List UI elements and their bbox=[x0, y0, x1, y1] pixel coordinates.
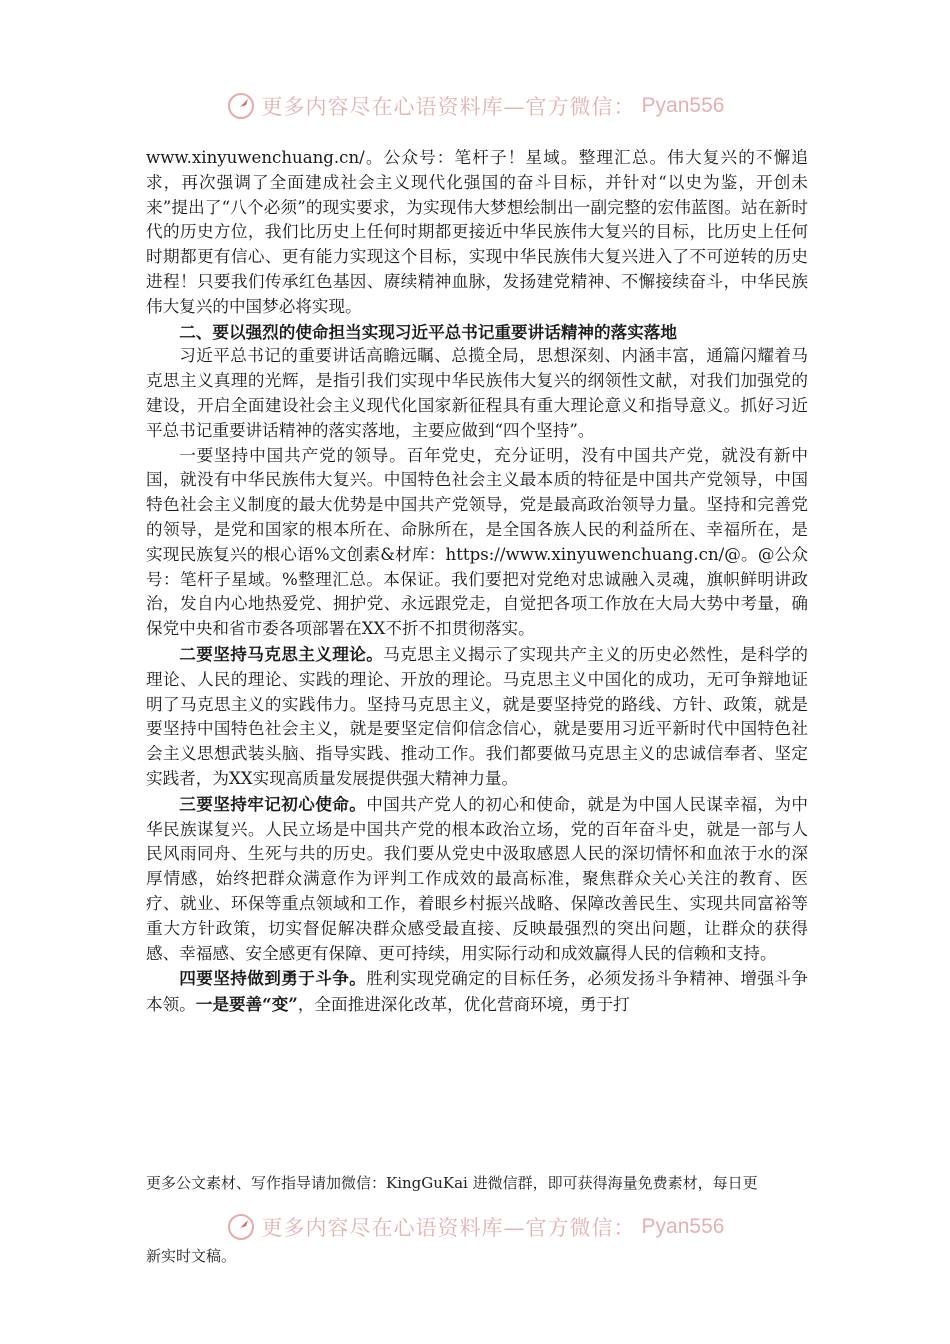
footer-line-1: 更多公文素材、写作指导请加微信：KingGuKai 进微信群，即可获得海量免费素材，每日更 bbox=[146, 1174, 758, 1192]
banner-wechat-id: Pyan556 bbox=[641, 1215, 725, 1238]
quill-logo-icon bbox=[226, 1212, 256, 1242]
banner-text: 更多内容尽在心语资料库—官方微信： bbox=[261, 1216, 636, 1240]
paragraph: 三要坚持牢记初心使命。中国共产党人的初心和使命，就是为中国人民谋幸福，为中华民族谋复兴。人民立场是中国共产党的根本政治立场，党的百年奋斗史，就是一部与人民风雨同舟、生死与共的历史。我们要从党史中汲取感恩人民的深切情怀和血浓于水的深厚情感，始终把群众满意作为评判工作成效的最高标准，聚焦群众关心关注的教育、医疗、就业、环保等重点领域和工作，着眼乡村振兴战略、保障改善民生、实现共同富裕等重大方针政策，切实督促解决群众感受最直接、反映最强烈的突出问题，让群众的获得感、幸福感、安全感更有保障、更可持续，用实际行动和成效赢得人民的信赖和支持。 bbox=[146, 793, 809, 963]
paragraph: 习近平总书记的重要讲话高瞻远瞩、总揽全局，思想深刻、内涵丰富，通篇闪耀着马克思主义真理的光辉，是指引我们实现中华民族伟大复兴的纲领性文献，对我们加强党的建设，开启全面建设社会主义现代化国家新征程具有重大理论意义和指导意义。抓好习近平总书记重要讲话精神的落实落地，主要应做到“四个坚持”。 bbox=[146, 346, 808, 440]
header-watermark-banner bbox=[0, 86, 950, 126]
banner-wechat-id: Pyan556 bbox=[641, 94, 725, 117]
footer-line-2: 新实时文稿。 bbox=[146, 1247, 237, 1265]
paragraph-lead: 四要坚持做到勇于斗争。 bbox=[179, 968, 367, 989]
paragraph: 四要坚持做到勇于斗争。胜利实现党确定的目标任务，必须发扬斗争精神、增强斗争本领。一是要善“变”，全面推进深化改革，优化营商环境，勇于打 bbox=[146, 968, 809, 1015]
paragraph-sublead: 一是要善“变” bbox=[195, 994, 298, 1015]
paragraph: 一要坚持中国共产党的领导。百年党史，充分证明，没有中国共产党，就没有新中国，就没有中华民族伟大复兴。中国特色社会主义最本质的特征是中国共产党领导，中国特色社会主义制度的最大优势是中国共产党领导，党是最高政治领导力量。坚持和完善党的领导，是党和国家的根本所在、命脉所在，是全国各族人民的利益所在、幸福所在，是实现民族复兴的根心语%文创素&材库：https://www.xinyuwenchuang.cn/@。@公众号：笔杆子星域。%整理汇总。本保证。我们要把对党绝对忠诚融入灵魂，旗帜鲜明讲政治，发自内心地热爱党、拥护党、永远跟党走，自觉把各项工作放在大局大势中考量，确保党中央和省市委各项部署在XX不折不扣贯彻落实。 bbox=[146, 445, 808, 639]
paragraph-lead: 二要坚持马克思主义理论。 bbox=[179, 643, 384, 664]
quill-logo-icon bbox=[226, 91, 256, 121]
paragraph: 二要坚持马克思主义理论。马克思主义揭示了实现共产主义的历史必然性，是科学的理论、人民的理论、实践的理论、开放的理论。马克思主义中国化的成功，无可争辩地证明了马克思主义的实践伟力。坚持马克思主义，就是要坚持党的路线、方针、政策，就是要坚持中国特色社会主义，就是要坚定信仰信念信心，就是要用习近平新时代中国特色社会主义思想武装头脑、指导实践、推动工作。我们都要做马克思主义的忠诚信奉者、坚定实践者，为XX实现高质量发展提供强大精神力量。 bbox=[146, 643, 809, 788]
footer-watermark-banner bbox=[0, 1207, 950, 1247]
banner-text: 更多内容尽在心语资料库—官方微信： bbox=[261, 95, 636, 119]
paragraph-continuation: www.xinyuwenchuang.cn/。公众号：笔杆子！星域。整理汇总。伟大复兴的不懈追求，再次强调了全面建成社会主义现代化强国的奋斗目标，并针对“以史为鉴，开创未来”提出了“八个必须”的现实要求，为实现伟大梦想绘制出一副完整的宏伟蓝图。站在新时代的历史方位，我们比历史上任何时期都更接近中华民族伟大复兴的目标，比历史上任何时期都更有信心、更有能力实现这个目标，实现中华民族伟大复兴进入了不可逆转的历史进程！只要我们传承红色基因、赓续精神血脉，发扬建党精神、不懈接续奋斗，中华民族伟大复兴的中国梦必将实现。 bbox=[146, 148, 808, 316]
paragraph-lead: 三要坚持牢记初心使命。 bbox=[179, 793, 367, 814]
section-heading: 二、要以强烈的使命担当实现习近平总书记重要讲话精神的落实落地 bbox=[179, 321, 677, 342]
document-body bbox=[146, 146, 808, 1018]
